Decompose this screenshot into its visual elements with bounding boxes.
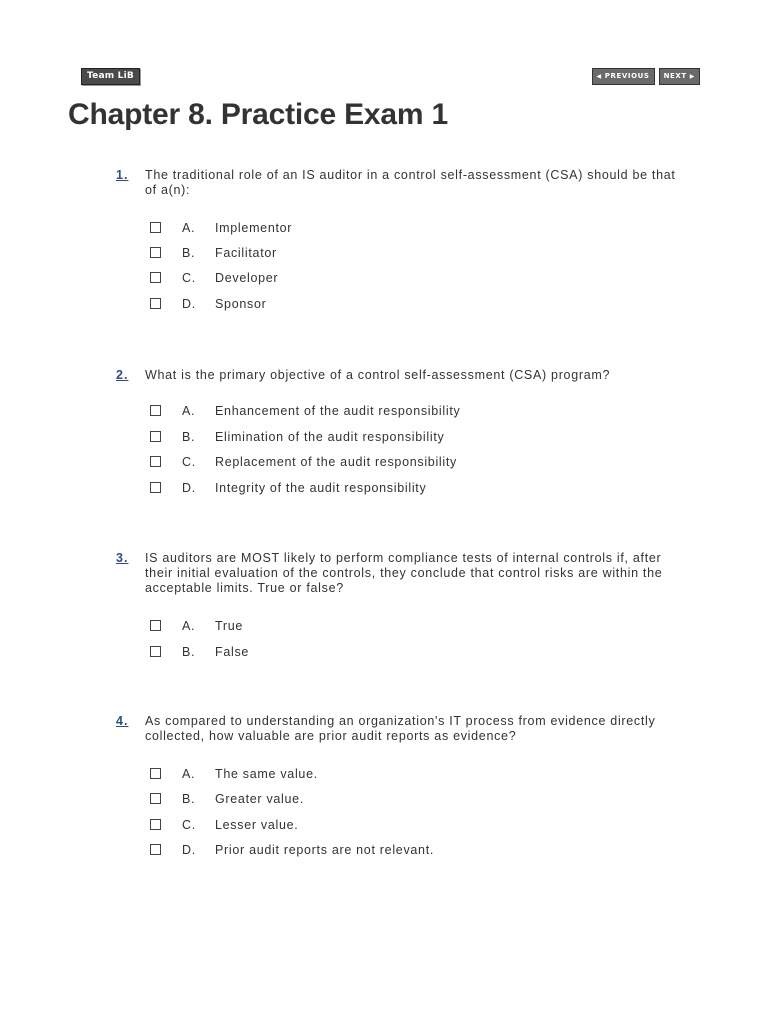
option-row <box>0 792 768 812</box>
option-text: Elimination of the audit responsibility <box>215 430 445 444</box>
answer-checkbox[interactable] <box>150 298 161 309</box>
option-row <box>0 271 768 291</box>
answer-checkbox[interactable] <box>150 482 161 493</box>
option-row <box>0 430 768 450</box>
option-letter: A. <box>182 767 196 781</box>
answer-checkbox[interactable] <box>150 405 161 416</box>
question-text: The traditional role of an IS auditor in a control self-assessment (CSA) should be that of a(n): <box>145 168 676 197</box>
question-number-link[interactable]: 3. <box>116 551 129 565</box>
option-row <box>0 404 768 424</box>
option-row <box>0 767 768 787</box>
option-row <box>0 843 768 863</box>
option-letter: C. <box>182 455 196 469</box>
option-text: Prior audit reports are not relevant. <box>215 843 435 857</box>
previous-label: PREVIOUS <box>604 72 650 80</box>
option-text: Enhancement of the audit responsibility <box>215 404 461 418</box>
option-text: Replacement of the audit responsibility <box>215 455 458 469</box>
answer-checkbox[interactable] <box>150 272 161 283</box>
option-row <box>0 297 768 317</box>
answer-checkbox[interactable] <box>150 456 161 467</box>
arrow-left-icon: ◀ <box>596 73 602 80</box>
answer-checkbox[interactable] <box>150 620 161 631</box>
option-row <box>0 619 768 639</box>
answer-checkbox[interactable] <box>150 844 161 855</box>
page-navigation <box>592 68 700 85</box>
option-text: Developer <box>215 271 279 285</box>
option-letter: D. <box>182 843 196 857</box>
option-letter: C. <box>182 271 196 285</box>
option-row <box>0 455 768 475</box>
option-text: False <box>215 645 250 659</box>
question-number-link[interactable]: 2. <box>116 368 129 382</box>
option-text: Greater value. <box>215 792 305 806</box>
answer-checkbox[interactable] <box>150 768 161 779</box>
question-number-link[interactable]: 1. <box>116 168 129 182</box>
option-letter: B. <box>182 246 196 260</box>
answer-checkbox[interactable] <box>150 793 161 804</box>
option-row <box>0 818 768 838</box>
option-row <box>0 645 768 665</box>
question-text: As compared to understanding an organization's IT process from evidence directly collected, how valuable are prior audit reports as evidence? <box>145 714 656 743</box>
option-letter: D. <box>182 297 196 311</box>
option-row <box>0 221 768 241</box>
option-letter: C. <box>182 818 196 832</box>
question-number-link[interactable]: 4. <box>116 714 129 728</box>
option-row <box>0 481 768 501</box>
option-text: Sponsor <box>215 297 267 311</box>
question-text: What is the primary objective of a control self-assessment (CSA) program? <box>145 368 611 382</box>
answer-checkbox[interactable] <box>150 222 161 233</box>
option-letter: B. <box>182 645 196 659</box>
option-letter: A. <box>182 221 196 235</box>
answer-checkbox[interactable] <box>150 646 161 657</box>
option-row <box>0 246 768 266</box>
question-text: IS auditors are MOST likely to perform compliance tests of internal controls if, after their initial evaluation of the controls, they conclude that control risks are within the acceptable limits. True or false? <box>145 551 663 595</box>
answer-checkbox[interactable] <box>150 247 161 258</box>
previous-button[interactable] <box>592 68 655 85</box>
option-letter: A. <box>182 404 196 418</box>
option-letter: B. <box>182 792 196 806</box>
option-text: Integrity of the audit responsibility <box>215 481 427 495</box>
page-title: Chapter 8. Practice Exam 1 <box>68 98 448 131</box>
option-text: Implementor <box>215 221 293 235</box>
option-text: Lesser value. <box>215 818 299 832</box>
answer-checkbox[interactable] <box>150 819 161 830</box>
option-text: True <box>215 619 244 633</box>
option-text: Facilitator <box>215 246 277 260</box>
option-letter: B. <box>182 430 196 444</box>
option-letter: D. <box>182 481 196 495</box>
next-label: NEXT <box>663 72 687 80</box>
option-text: The same value. <box>215 767 318 781</box>
next-button[interactable] <box>659 68 700 85</box>
option-letter: A. <box>182 619 196 633</box>
arrow-right-icon: ▶ <box>689 73 695 80</box>
answer-checkbox[interactable] <box>150 431 161 442</box>
team-lib-badge: Team LiB <box>81 68 140 85</box>
